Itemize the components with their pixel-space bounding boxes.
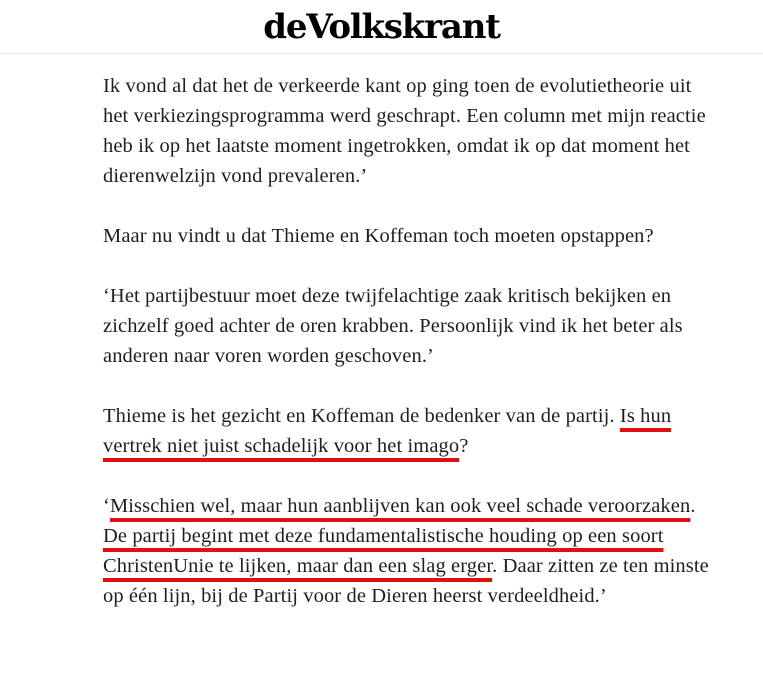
question-lead-text: Thieme is het gezicht en Koffeman de bedenker van de partij. [103,405,620,427]
paragraph-5 [103,491,718,611]
paragraph-3: ‘Het partijbestuur moet deze twijfelachtige zaak kritisch bekijken en zichzelf goed achter de oren krabben. Persoonlijk vind ik het beter als anderen naar voren worden geschoven.’ [103,285,683,367]
highlighted-question: Is hun vertrek niet juist schadelijk voor het imago [103,405,672,457]
question-paragraph-2 [103,401,718,461]
question-mark: ? [459,435,469,457]
highlighted-answer-1: Misschien wel, maar hun aanblijven kan ook veel schade veroorzaken [109,495,691,517]
paragraph-1: Ik vond al dat het de verkeerde kant op ging toen de evolutietheorie uit het verkiezingsprogramma werd geschrapt. Een column met mijn reactie heb ik op het laatste moment ingetrokken, omdat ik op dat moment het dierenwelzijn vond prevaleren.’ [103,75,706,187]
highlighted-answer-2: De partij begint met deze fundamentalistische houding op een soort ChristenUnie te lijken, maar dan een slag erger [103,525,664,577]
question-paragraph-1: Maar nu vindt u dat Thieme en Koffeman toch moeten opstappen? [103,225,654,247]
article-body [103,71,718,641]
closing-text: . Daar zitten ze ten minste op één lijn, bij de Partij voor de Dieren heerst verdeeldheid.’ [103,555,709,607]
newspaper-logo[interactable]: deVolkskrant [263,7,500,47]
masthead [0,0,763,54]
sentence-period: . [690,495,696,517]
opening-quote: ‘ [103,495,110,517]
